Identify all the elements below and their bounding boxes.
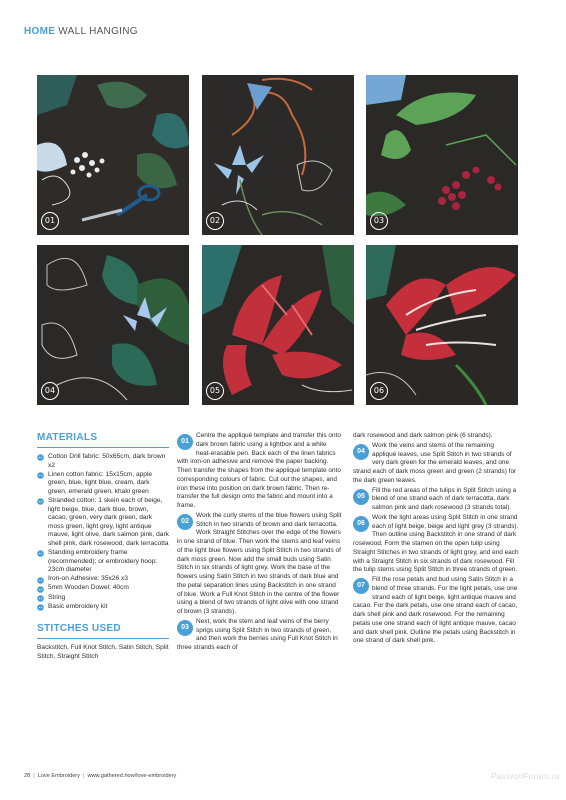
step-photo-01 — [37, 75, 189, 235]
material-text: Iron-on Adhesive: 35x26 x3 — [48, 575, 128, 583]
step-01 — [177, 432, 343, 511]
material-text: 5mm Wooden Dowel: 40cm — [48, 584, 129, 592]
list-item — [37, 549, 169, 575]
list-item — [37, 603, 169, 612]
page-header — [24, 26, 138, 37]
step-photo-02 — [202, 75, 354, 235]
heading-divider — [37, 447, 169, 448]
step-text: Centre the appliqué template and transfer this onto dark brown fabric using a lightbox and a white heat-erasable pen. Back each of the linen fabrics with iron-on adhesive and remove the paper backing. Then transfer the shapes from the appliqué template onto corresponding colours of fabric. Cut out the shapes, and iron these into position on dark brown fabric. Then re-transfer the full design onto the fabric and mount into a frame. — [177, 432, 341, 509]
step-05 — [353, 487, 519, 513]
stitches-list: Backstitch, Full Knot Stitch, Satin Stitch, Split Stitch, Straight Stitch — [37, 644, 169, 660]
list-item — [37, 584, 169, 593]
step-badge: 02 — [177, 514, 193, 530]
step-02 — [177, 512, 343, 617]
step-photo-03 — [366, 75, 518, 235]
step-03-continued: dark rosewood and dark salmon pink (6 strands). — [353, 432, 493, 439]
step-number-badge: 06 — [370, 382, 388, 400]
button-icon — [37, 454, 44, 461]
step-number-badge: 03 — [370, 212, 388, 230]
instructions-column-1 — [177, 432, 343, 654]
list-item — [37, 594, 169, 603]
button-icon — [37, 577, 44, 584]
material-text: Stranded cotton: 1 skein each of beige, light beige, blue, dark blue, brown, cacao, green, very dark green, dark moss green, light grey, light antique mauve, light olive, dark salmon pink, dark shell pink, dark rosewood, dark terracotta — [48, 496, 169, 547]
step-photo-04 — [37, 245, 189, 405]
embroidery-photo-blue-flowers — [202, 75, 354, 235]
step-photo-05 — [202, 245, 354, 405]
magazine-name: Love Embroidery — [37, 773, 80, 779]
button-icon — [37, 550, 44, 557]
step-photo-06 — [366, 245, 518, 405]
subsection-label: WALL HANGING — [58, 26, 138, 37]
material-text: Linen cotton fabric: 15x15cm, apple green, blue, light blue, cream, dark green, emerald green, khaki green — [48, 470, 153, 495]
step-badge: 05 — [353, 489, 369, 505]
watermark: PassionForum.ru — [490, 771, 560, 781]
material-text: String — [48, 593, 66, 601]
stitches-heading: STITCHES USED — [37, 623, 121, 635]
instructions-column-2 — [353, 432, 519, 647]
step-03 — [177, 618, 343, 653]
button-icon — [37, 472, 44, 479]
step-text: Work the light areas using Split Stitch in one strand each of light beige, beige and light grey (3 strands). Then outline using Backstitch in one strand of dark rosewood. Form the stamen on the open tulip using Straight Stitches in two strands of light grey, and end each with a Straight Stitch in six strands of dark rosewood. Fill the tulip stems using Split Stitch in three strands of green. — [353, 513, 519, 574]
step-number-badge: 05 — [206, 382, 224, 400]
button-icon — [37, 498, 44, 505]
list-item — [37, 471, 169, 497]
embroidery-photo-appliqué — [37, 75, 189, 235]
step-badge: 06 — [353, 516, 369, 532]
step-number-badge: 01 — [41, 212, 59, 230]
step-badge: 01 — [177, 434, 193, 450]
step-number-badge: 02 — [206, 212, 224, 230]
magazine-url[interactable]: www.gathered.how/love-embroidery — [87, 773, 177, 779]
step-text: Work the curly stems of the blue flowers using Split Stitch in two strands of brown and dark terracotta. Work Straight Stitches over the edge of the flowers in one strand of blue. Then work the stems and leaf veins of the light blue flowers using Split Stitch in two strands of dark moss green. Now add the small buds using Satin Stitch in six strands of light grey. Work the base of the flowers using Satin Stitch in two strands of dark blue and the petal separation lines using Backstitch in one strand of blue. Work a Full Knot Stitch in the centre of the flower using a blend of two strands of light olive with one strand of brown (3 strands). — [177, 511, 342, 615]
button-icon — [37, 586, 44, 593]
material-text: Standing embroidery frame (recommended); or embroidery hoop: 23cm diameter — [48, 549, 158, 574]
list-item — [37, 497, 169, 549]
heading-divider — [37, 638, 169, 639]
step-04 — [353, 442, 519, 486]
materials-list — [37, 453, 169, 611]
list-item — [37, 575, 169, 584]
page-number: 28 — [24, 773, 31, 779]
button-icon — [37, 595, 44, 602]
step-text: Work the veins and stems of the remaining appliqué leaves, use Split Stitch in two strands of very dark green for the emerald leaves, and one strand each of dark moss green and green (2 strands) for the dark green leaves. — [353, 441, 517, 484]
step-text: Fill the red areas of the tulips in Split Stitch using a blend of one strand each of dark terracotta, dark salmon pink and dark rosewood (3 strands total). — [372, 486, 517, 511]
embroidery-photo-open-tulip — [366, 245, 518, 405]
step-text: Next, work the stem and leaf veins of the berry sprigs using Split Stitch in two strands of green, and then work the berries using Full Knot Stitch in three strands each of — [177, 617, 338, 651]
step-number-badge: 04 — [41, 382, 59, 400]
step-07 — [353, 576, 519, 646]
embroidery-photo-red-tulip — [202, 245, 354, 405]
footer-separator: | — [33, 773, 35, 779]
footer-separator: | — [82, 773, 85, 779]
step-badge: 04 — [353, 444, 369, 460]
embroidery-photo-leaves — [37, 245, 189, 405]
material-text: Basic embroidery kit — [48, 602, 108, 610]
embroidery-photo-berries — [366, 75, 518, 235]
materials-heading: MATERIALS — [37, 432, 98, 443]
page-footer — [24, 773, 176, 779]
list-item — [37, 453, 169, 470]
materials-column — [37, 432, 169, 662]
step-06 — [353, 514, 519, 575]
step-badge: 03 — [177, 620, 193, 636]
step-text: Fill the rose petals and bud using Satin Stitch in a blend of three strands. For the light petals, use one strand each of light beige, light antique mauve and cacao. For the dark petals, use one strand each of cacao, dark shell pink and dark rosewood. For the remaining petals use one strand each of light antique mauve, cacao and dark shell pink. Outline the petals using Backstitch in one strand of dark shell pink. — [353, 576, 518, 645]
material-text: Cotton Drill fabric: 50x65cm, dark brown x2 — [48, 453, 166, 469]
section-label: HOME — [24, 26, 56, 37]
button-icon — [37, 604, 44, 611]
step-badge: 07 — [353, 578, 369, 594]
